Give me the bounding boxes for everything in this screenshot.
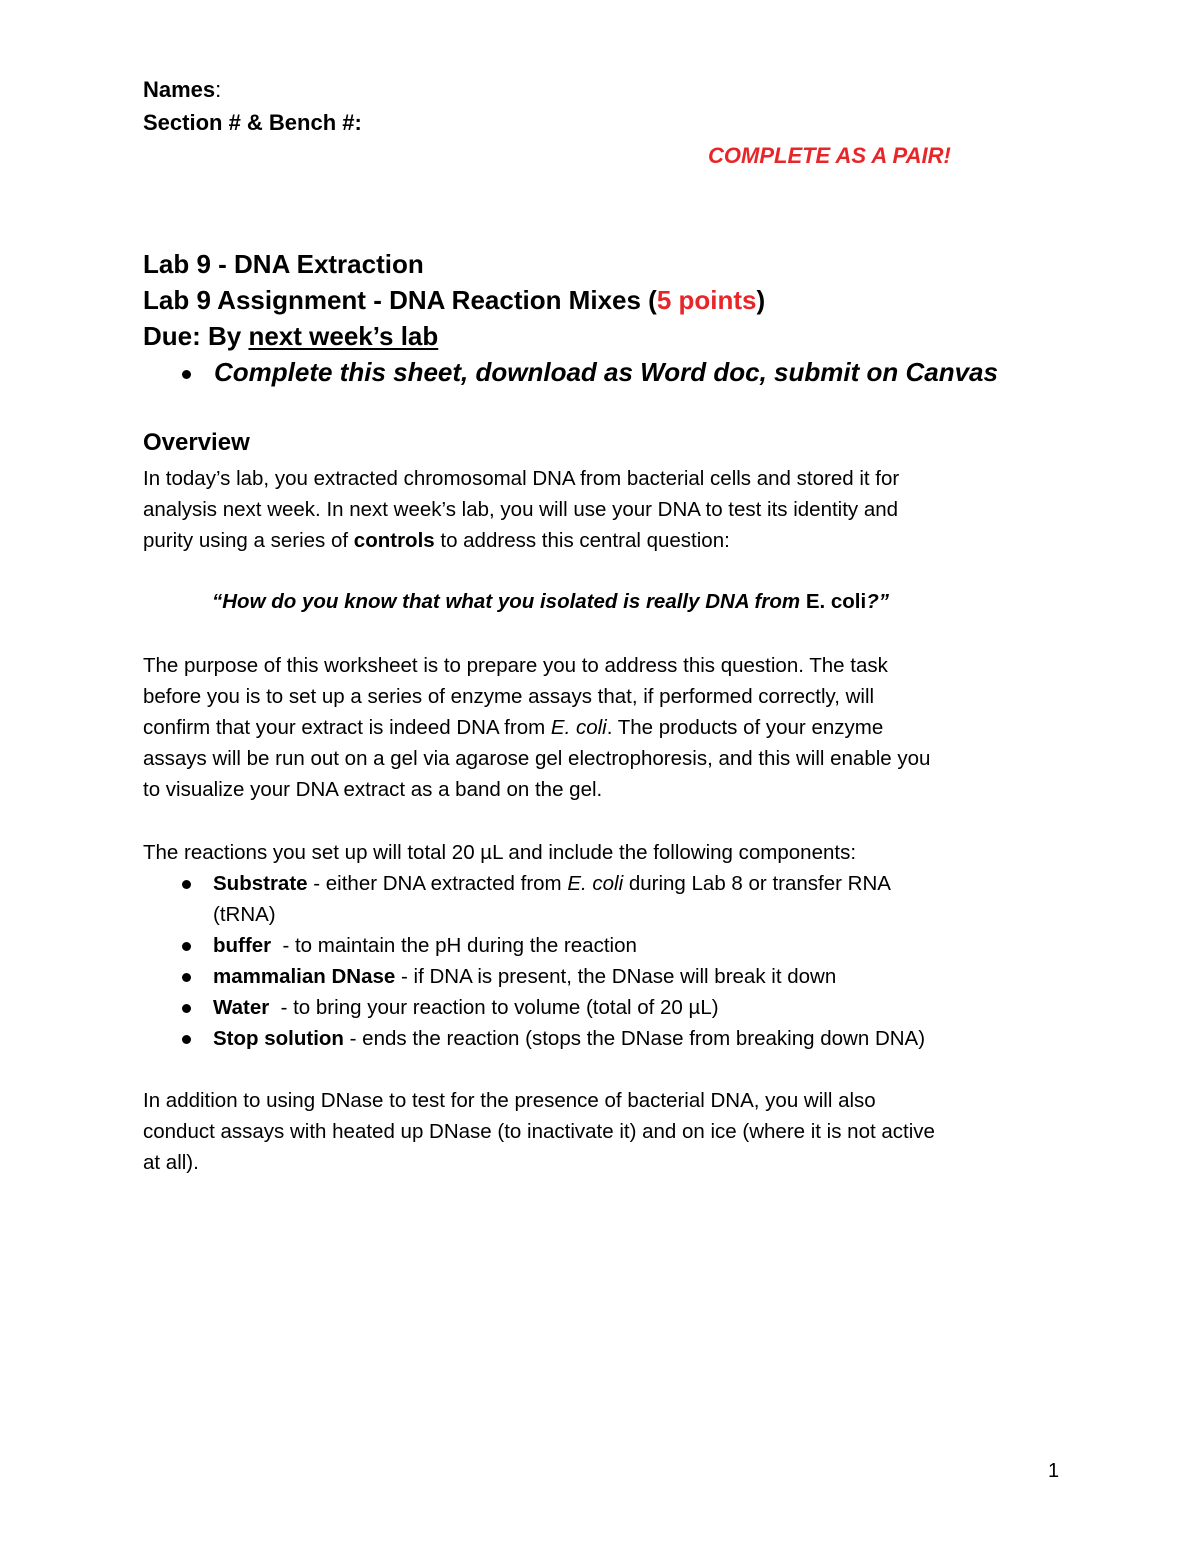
component-desc-continued: (tRNA)	[213, 903, 276, 926]
due-label: Due: By	[143, 321, 249, 351]
component-desc: - to maintain the pH during the reaction	[271, 934, 637, 957]
text-line: In today’s lab, you extracted chromosomal DNA from bacterial cells and stored it for	[143, 467, 900, 490]
central-question	[212, 590, 889, 614]
assignment-title	[143, 285, 765, 316]
component-term: Water	[213, 996, 270, 1019]
bullet-icon	[182, 1035, 191, 1044]
instruction-text: Complete this sheet, download as Word doc, submit on Canvas	[214, 357, 998, 387]
assignment-points: 5 points	[656, 285, 757, 315]
overview-heading: Overview	[143, 429, 250, 456]
text-span: . The products of your enzyme	[606, 716, 884, 739]
assignment-title-close: )	[756, 285, 766, 315]
names-colon: :	[215, 77, 222, 102]
section-bench-label: Section # & Bench #:	[143, 110, 362, 135]
text-span: to address this central question:	[434, 529, 730, 552]
bullet-icon	[182, 942, 191, 951]
bullet-icon	[182, 370, 191, 379]
text-line: conduct assays with heated up DNase (to inactivate it) and on ice (where it is not active	[143, 1120, 935, 1143]
bullet-icon	[182, 1004, 191, 1013]
overview-paragraph-4	[143, 1085, 935, 1178]
complete-as-pair-note: COMPLETE AS A PAIR!	[708, 143, 951, 168]
component-term: mammalian DNase	[213, 965, 396, 988]
text-line: In addition to using DNase to test for the presence of bacterial DNA, you will also	[143, 1089, 876, 1112]
component-term: Stop solution	[213, 1027, 344, 1050]
component-desc: - to bring your reaction to volume (total of 20 µL)	[269, 996, 719, 1019]
component-desc: - ends the reaction (stops the DNase from breaking down DNA)	[343, 1027, 926, 1050]
question-end: ?”	[866, 590, 889, 613]
overview-paragraph-2	[143, 650, 930, 805]
component-term: Substrate	[213, 872, 308, 895]
text-line	[143, 712, 930, 743]
due-line	[143, 321, 438, 352]
question-text: “How do you know that what you isolated is really DNA from	[212, 590, 806, 613]
text-line: analysis next week. In next week’s lab, you will use your DNA to test its identity and	[143, 498, 899, 521]
text-line: at all).	[143, 1151, 199, 1174]
page-number: 1	[1048, 1460, 1060, 1482]
bullet-icon	[182, 880, 191, 889]
lab-title: Lab 9 - DNA Extraction	[143, 249, 424, 279]
component-desc: - if DNA is present, the DNase will break it down	[395, 965, 837, 988]
text-line: The purpose of this worksheet is to prepare you to address this question. The task	[143, 654, 888, 677]
component-term: buffer	[213, 934, 272, 957]
controls-term: controls	[353, 529, 435, 552]
component-desc: - either DNA extracted from	[307, 872, 568, 895]
bullet-icon	[182, 973, 191, 982]
names-field	[143, 77, 221, 103]
component-desc: during Lab 8 or transfer RNA	[623, 872, 891, 895]
text-line: before you is to set up a series of enzyme assays that, if performed correctly, will	[143, 685, 875, 708]
text-line: to visualize your DNA extract as a band on the gel.	[143, 778, 603, 801]
text-span: purity using a series of	[143, 529, 354, 552]
overview-paragraph-1	[143, 463, 899, 556]
names-label: Names	[143, 77, 216, 102]
text-span: confirm that your extract is indeed DNA from	[143, 716, 551, 739]
text-line: assays will be run out on a gel via agarose gel electrophoresis, and this will enable you	[143, 747, 931, 770]
due-date: next week’s lab	[248, 321, 439, 351]
text-line	[143, 525, 899, 556]
organism-name: E. coli	[550, 716, 607, 739]
assignment-title-text: Lab 9 Assignment - DNA Reaction Mixes (	[143, 285, 657, 315]
components-intro: The reactions you set up will total 20 µL and include the following components:	[143, 841, 857, 864]
organism-name: E. coli	[567, 872, 624, 895]
question-organism: E. coli	[805, 590, 867, 613]
